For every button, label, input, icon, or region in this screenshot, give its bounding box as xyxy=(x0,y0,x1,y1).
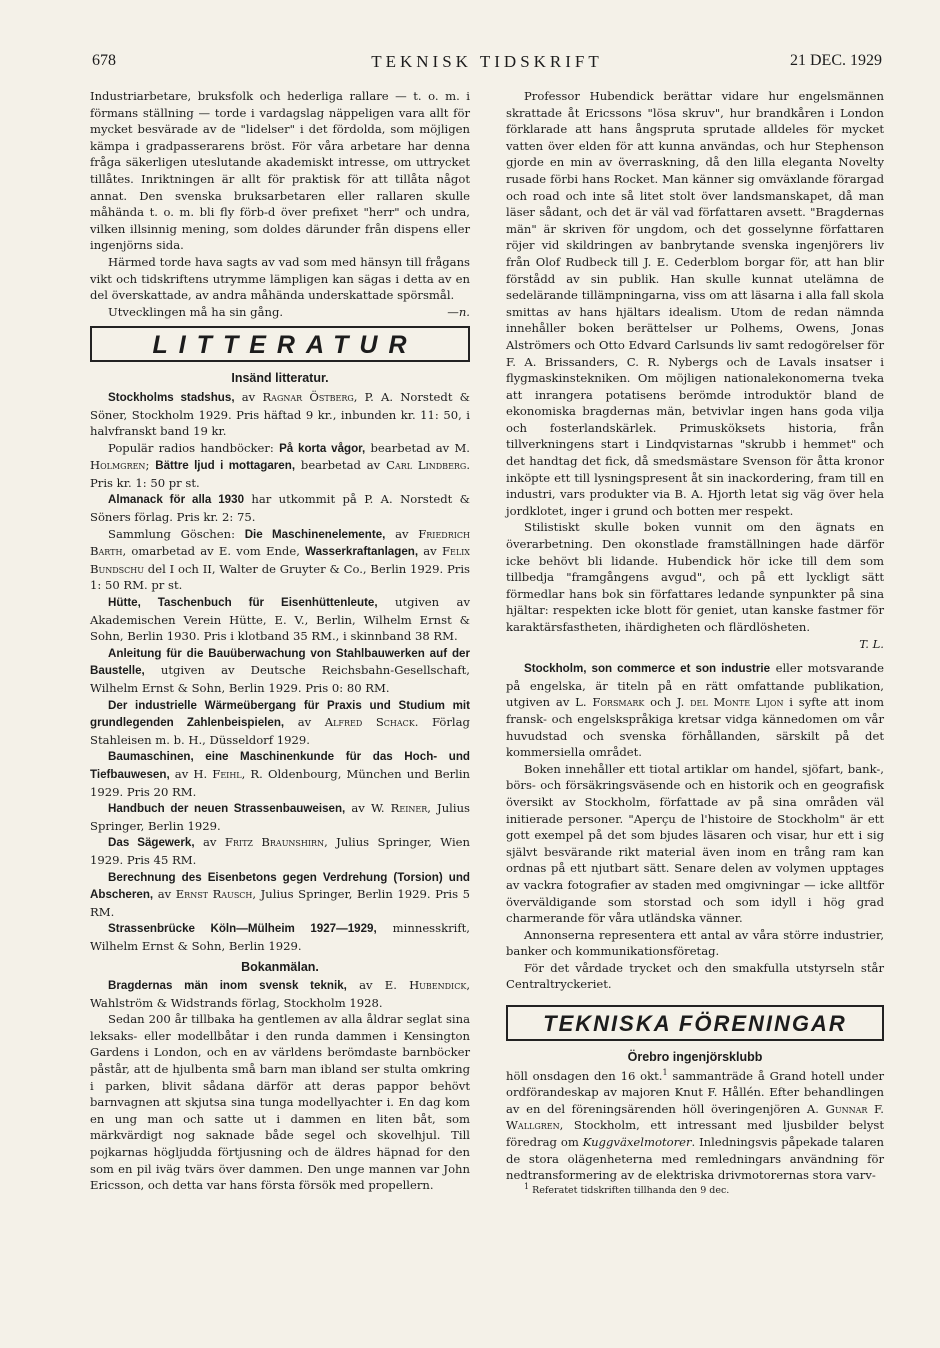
book-entry: Strassenbrücke Köln—Mülheim 1927—1929, minnesskrift, Wilhelm Ernst & Sohn, Berlin 1929. xyxy=(90,921,470,953)
review-signature-line xyxy=(506,636,884,653)
review-author: E. Hubendick xyxy=(384,978,467,993)
book-title: Strassenbrücke Köln—Mülheim 1927—1929, xyxy=(108,922,377,936)
book-title: Stockholms stadshus, xyxy=(108,390,235,404)
stockholm-paragraph: Annonserna representera ett antal av våra större industrier, banker och kommunikationsföretag. xyxy=(506,927,884,959)
review-signature: T. L. xyxy=(859,636,884,651)
bokanmalan-heading: Bokanmälan. xyxy=(241,959,319,974)
book-title: Das Sägewerk, xyxy=(108,836,195,850)
book-author: Fritz Braunshirn xyxy=(224,835,325,850)
review-title: Bragdernas män inom svensk teknik, xyxy=(108,979,347,993)
book-title: På korta vågor, xyxy=(279,441,366,455)
intro-paragraph: Industriarbetare, bruksfolk och hederliga rallare — t. o. m. i förmans ställning — torde i vardagslag näppeligen vara allt för mycket besvärade av de "lidelser" i det fördolda, som möjligen kämpa i gradpasserarens bröst. För våra arbetare har denna fråga säkerligen uteslutande akademiskt intresse, om uttrycket tillåtes. Inriktningen är allt för praktisk för att tillåta något annat. Den svenska bruksarbetaren eller rallaren skulle måhända t. o. m. bli fly förb-d över prefixet "herr" och undra, vilken illsinnig mening, som doldes därunder från dispens eller ingenjörns sida. xyxy=(90,89,470,253)
book-title: Berechnung des Eisenbetons gegen Verdrehung (Torsion) und Abscheren, xyxy=(90,870,470,902)
book-author: H. Feihl xyxy=(193,766,242,781)
review-header: Bragdernas män inom svensk teknik, av E. Hubendick, Wahlström & Widstrands förlag, Stockholm 1928. xyxy=(90,978,470,1010)
insand-litteratur-heading: Insänd litteratur. xyxy=(231,371,329,386)
footnote-number: 1 xyxy=(524,1181,530,1191)
book-author: M. Holmgren xyxy=(90,440,470,473)
book-title: Handbuch der neuen Strassenbauweisen, xyxy=(108,802,346,816)
closing-signature: —n. xyxy=(447,304,470,319)
club-heading: Örebro ingenjörsklubb xyxy=(627,1050,763,1065)
stockholm-title: Stockholm, son commerce et son industrie xyxy=(524,662,771,676)
book-title: Baumaschinen, eine Maschinenkunde für das Hoch- und Tiefbauwesen, xyxy=(90,750,470,781)
tekniska-foreningar-section-title: TEKNISKA FÖRENINGAR xyxy=(506,1005,884,1041)
book-title: Bättre ljud i mottagaren, xyxy=(155,459,296,473)
stockholm-paragraph: Boken innehåller ett tiotal artiklar om handel, sjöfart, bank-, börs- och försäkringsväsende och en historik och en geografisk översikt av Stockholm, författade av på sina områden väl initierade personer. "Aperçu de l'histoire de Stockholm" är ett gott exempel på det som bjudes läsaren och visar, hur ett i sig självt besvärande rikt material även inom en trång ram kan ordnas på ett njutbart sätt. Senare delen av volymen upptages av vackra fotografier av staden med omgivningar — icke alltför överväldigande som storstad och som idyll i hög grad charmerande för våra utländska vänner. xyxy=(506,761,884,926)
left-column xyxy=(90,88,470,1194)
book-title: Hütte, Taschenbuch für Eisenhüttenleute, xyxy=(108,596,378,610)
book-author: Carl Lindberg xyxy=(386,458,467,473)
book-title: Almanack för alla 1930 xyxy=(108,493,245,507)
book-entry: Hütte, Taschenbuch für Eisenhüttenleute, utgiven av Akademischen Verein Hütte, E. V., Berlin, Wilhelm Ernst & Sohn, Berlin 1930. Pris i klotband 35 RM., i skinnband 38 RM. xyxy=(90,595,471,644)
book-author: Ernst Rausch xyxy=(175,887,253,902)
review-paragraph: Professor Hubendick berättar vidare hur engelsmännen skrattade åt Ericssons "lösa skruv", hur brandkåren i London förklarade att hans ångspruta sprutade alldeles för mycket vatten över elden för att kunna användas, och hur Stephenson gjorde en min av överraskning, då den lilla eleganta Novelty rusade förbi hans Rocket. Man känner sig omväxlande förargad och road och inte så litet stolt över landsmanskapet, då man läser sådant, och det är väl vad författaren avsett. "Bragdernas män" är skriven för ungdom, och det gosselynne författaren röjer vid skildringen av banbrytande svenska ingenjörers liv från Olof Rudbeck till J. E. Cederblom borgar för, att han blir förstådd av sin publik. Han skulle kunnat utelämna de sedelärande tillämpningarna, viss om att läsarna i alla fall skola smittas av hans hjältars idealism. Utom de redan nämnda innehåller boken berättelser ur Polhems, Owens, Jonas Alströmers och Otto Edvard Carlsunds liv samt redogörelser för F. A. Brissanders, C. R. Nybergs och de Lavals insatser i flygmaskinstekniken. Om möjligen nationalekonomerna tveka att inrangera potatisens berömde introduktör bland de ekonomiska bragdernas män, betvivlar ingen hans goda vilja och fosterlandskärlek. Primusköksets historia, från tillverkningens start i Lindqvistarnas "skrubb i hemmet" och det handtag det fick, då smedsmästare Svenson för åtta kronor inköpte ett till lysningspresent åt sin inackordering, fram till en industri, vars produkter via B. A. Hjorth letat sig väg över hela jordklotet, inger i grund och botten mer respekt. xyxy=(506,89,884,518)
book-author: Ragnar Östberg xyxy=(262,389,354,404)
book-title: Anleitung für die Bauüberwachung von Stahlbauwerken auf der Baustelle, xyxy=(90,646,470,678)
issue-date: 21 DEC. 1929 xyxy=(790,52,882,69)
footnote-marker: 1 xyxy=(662,1067,668,1077)
book-entry: Handbuch der neuen Strassenbauweisen, av W. Reiner, Julius Springer, Berlin 1929. xyxy=(90,801,470,833)
book-entry: Anleitung für die Bauüberwachung von Stahlbauwerken auf der Baustelle, utgiven av Deutsche Reichsbahn-Gesellschaft, Wilhelm Ernst & Sohn, Berlin 1929. Pris 0: 80 RM. xyxy=(90,646,470,695)
club-paragraph: höll onsdagen den 16 okt.$^1$ sammanträde å Grand hotell under ordförandeskap av majoren Knut F. Hållén. Efter behandlingen av en del föreningsärenden höll överingenjören A. Gunnar F. Wallgren, Stockholm, ett intressant med ljusbilder belyst föredrag om Kuggväxelmotorer. Inledningsvis påpekade talaren de stora olägenheterna med remledningars användning för nedtransformering av de elektriska drivmotorernas stora varv- xyxy=(506,1067,884,1183)
closing-line xyxy=(90,304,470,321)
book-entry: Berechnung des Eisenbetons gegen Verdrehung (Torsion) und Abscheren, av Ernst Rausch, Julius Springer, Berlin 1929. Pris 5 RM. xyxy=(90,870,470,919)
book-entry: Der industrielle Wärmeübergang für Praxis und Studium mit grundlegenden Zahlenbeispielen, av Alfred Schack. Förlag Stahleisen m. b. H., Düsseldorf 1929. xyxy=(90,698,470,747)
stockholm-author: J. del Monte Lijon xyxy=(676,695,784,710)
stockholm-author: L. Forsmark xyxy=(575,695,645,710)
journal-title: TEKNISK TIDSKRIFT xyxy=(371,52,603,71)
book-title: Die Maschinenelemente, xyxy=(244,527,386,541)
intro-paragraph: Härmed torde hava sagts av vad som med hänsyn till frågans vikt och tidskriftens utrymme lämpligen kan sägas i detta av en del överskattade, av andra måhända underskattade spörsmål. xyxy=(90,254,470,303)
page-number: 678 xyxy=(92,52,116,69)
book-entry: Das Sägewerk, av Fritz Braunshirn, Julius Springer, Wien 1929. Pris 45 RM. xyxy=(90,835,470,867)
book-title: Der industrielle Wärmeübergang für Praxis und Studium mit grundlegenden Zahlenbeispielen, xyxy=(90,698,470,730)
book-title: Wasserkraftanlagen, xyxy=(305,545,419,559)
book-entry: Sammlung Göschen: Die Maschinenelemente, av Friedrich Barth, omarbetad av E. vom Ende, Wasserkraftanlagen, av Felix Bundschu del I och II, Walter de Gruyter & Co., Berlin 1929. Pris 1: 50 RM. pr st. xyxy=(90,526,470,593)
book-entry: Populär radios handböcker: På korta vågor, bearbetad av M. Holmgren; Bättre ljud i mottagaren, bearbetad av Carl Lindberg. Pris kr. 1: 50 pr st. xyxy=(90,440,471,490)
book-author: W. Reiner xyxy=(370,801,428,816)
book-author: Felix Bundschu xyxy=(90,544,470,576)
footnote-text: Referatet tidskriften tillhanda den 9 dec. xyxy=(529,1184,730,1196)
book-entry: Baumaschinen, eine Maschinenkunde für das Hoch- und Tiefbauwesen, av H. Feihl, R. Oldenbourg, München und Berlin 1929. Pris 20 RM. xyxy=(90,750,470,799)
closing-text: Utvecklingen må ha sin gång. xyxy=(108,304,284,319)
right-column xyxy=(506,88,884,1197)
club-speaker: Gunnar F. Wallgren xyxy=(506,1101,884,1133)
footnote xyxy=(506,1181,884,1197)
book-author: Alfred Schack xyxy=(324,715,415,730)
club-topic: Kuggväxelmotorer xyxy=(582,1135,692,1150)
book-entry: Almanack för alla 1930 har utkommit på P. A. Norstedt & Söners förlag. Pris kr. 2: 75. xyxy=(90,492,470,525)
book-author: Friedrich Barth xyxy=(90,526,470,559)
review-paragraph: Sedan 200 år tillbaka ha gentlemen av alla åldrar seglat sina leksaks- eller modellbåtar i den runda dammen i Kensington Gardens i London, och en av världens berömdaste barnböcker påstår, att de hjulbenta små barn man ibland ser stulta omkring i parken, blivit sådana därför att deras pappor behövt barnvagnen att skjutsa sina tunga modellyachter i. En dag kom en ung man och satte ut i dammen en liten båt, som märkvärdigt nog saknade både segel och skovelhjul. Till pojkarnas högljudda förtjusning och de äldres häpnad for den som en pil iväg tvärs över dammen. Den unge mannen var John Ericsson, och detta var hans första försök med propellern. xyxy=(90,1012,470,1193)
stockholm-notice: Stockholm, son commerce et son industrie eller motsvarande på engelska, är titeln på en rätt omfattande publikation, utgiven av L. Forsmark och J. del Monte Lijon i syfte att inom fransk- och engelskspråkiga kretsar vidga kännedomen om vår huvudstad och svenska förhållanden, särskilt på det kommersiella området. xyxy=(506,661,884,760)
book-entry: Stockholms stadshus, av Ragnar Östberg, P. A. Norstedt & Söner, Stockholm 1929. Pris häftad 9 kr., inbunden kr. 11: 50, i halvfranskt band 19 kr. xyxy=(90,389,470,439)
review-paragraph: Stilistiskt skulle boken vunnit om den ägnats en överarbetning. Den okonstlade framställningen hade därför icke behövt bli lidande. Hubendick hör icke till dem som tillbedja "framgångens avgud", och på ett lyckligt sätt förmedlar hans bok sin författares ledande synpunkter på sina hjältar: respekten icke blott för geniet, utan kanske fastmer för karaktärsfastheten, ihärdigheten och flärdlösheten. xyxy=(506,520,884,634)
page-header xyxy=(92,52,882,78)
litteratur-section-title: LITTERATUR xyxy=(90,326,470,362)
stockholm-paragraph: För det vårdade trycket och den smakfulla utstyrseln står Centraltryckeriet. xyxy=(506,960,884,992)
